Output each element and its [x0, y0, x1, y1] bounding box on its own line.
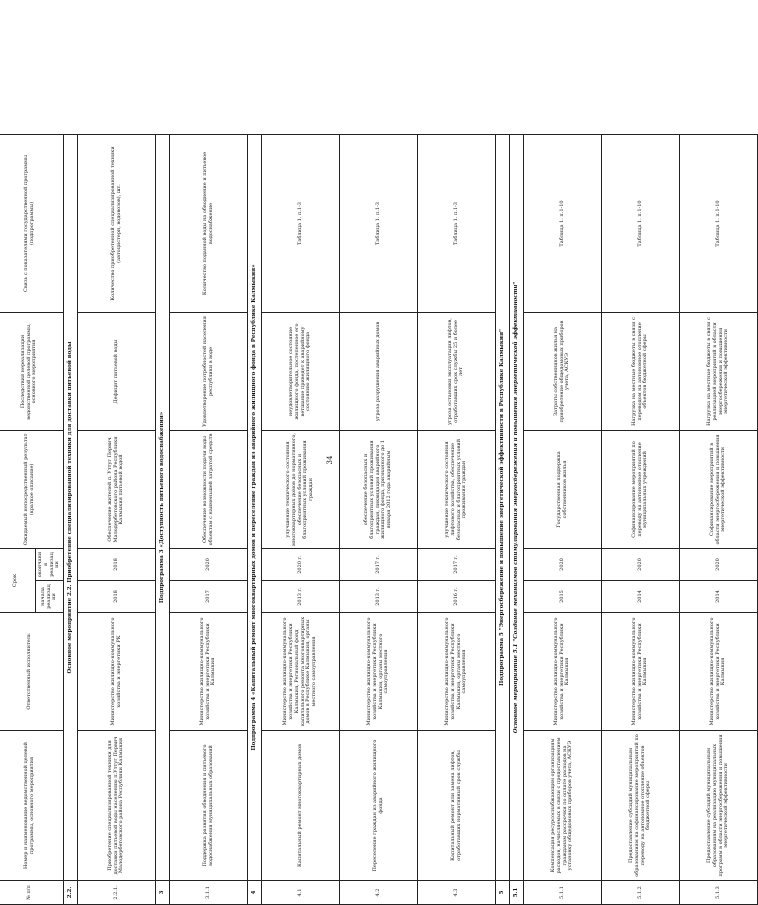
row-result: Софинансирование мероприятий по переводу на автономное отопление муниципальных учреждений [602, 430, 680, 548]
row-name: Капитальный ремонт или замена лифтов, отработавших нормативный срок службы [418, 731, 496, 881]
header-exec: Ответственный исполнитель [0, 613, 64, 731]
table-row [170, 134, 248, 904]
row-link: Количество приобретенной специализированной техники (автоцистерн, водовозов), шт. [78, 134, 156, 312]
header-link: Связь с показателями государственной программы (подпрограммы) [0, 134, 64, 312]
row-link: Таблица 1. п.1-10 [680, 134, 758, 312]
row-consequence: Удовлетворение потребностей населения республики в воде [170, 312, 248, 430]
section-title: Подпрограмма 5 "Энергосбережение и повышение энергетической эффективности в Республике Калмыкия" [496, 134, 510, 880]
row-end: 2017 г. [418, 548, 496, 580]
row-end: 2020 [602, 548, 680, 580]
row-name: Капитальный ремонт многоквартирных домов [262, 731, 340, 881]
row-link: Таблица 1. п.1-3 [262, 134, 340, 312]
row-start: 2018 [78, 581, 156, 613]
row-exec: Министерство жилищно-коммунального хозяйства и энергетики Республики Калмыкия, органы местного самоуправления [340, 613, 418, 731]
row-name: Предоставление субсидий муниципальным образованиям на реализацию муниципальных программ в области энергосбережения и повышения энергетической эффективности [680, 731, 758, 881]
section-row [248, 134, 262, 904]
row-consequence: Нагрузка на местные бюджеты в связи с переводом на автономное отопление объектов бюджетной сферы [602, 312, 680, 430]
row-start: 2014 [680, 581, 758, 613]
row-exec: Министерство жилищно-коммунального хозяйства и энергетики Республики Калмыкия [170, 613, 248, 731]
section-title: Подпрограмма 3 «Доступность питьевого водоснабжения» [156, 134, 170, 880]
row-consequence: неудовлетворительное состояние жилищного фонда, постепенное его ветшание приведет к аварийному состоянию жилищного фонда [262, 312, 340, 430]
row-num: 5 [496, 881, 510, 905]
table-row [78, 134, 156, 904]
row-num: 3.1.1 [170, 881, 248, 905]
row-num: 4.3 [418, 881, 496, 905]
row-start: 2013 г. [340, 581, 418, 613]
row-link: Таблица 1. п.1-10 [524, 134, 602, 312]
row-exec: Министерство жилищно-коммунального хозяйства и энергетики Республики Калмыкия [524, 613, 602, 731]
row-consequence: угроза остановки эксплуатации лифтов, отработавших срок службы 25 и более лет [418, 312, 496, 430]
row-end: 2018 [78, 548, 156, 580]
row-exec: Министерство жилищно-коммунального хозяйства и энергетики Республики Калмыкия [680, 613, 758, 731]
program-table [0, 134, 758, 905]
table-row [262, 134, 340, 904]
row-start: 2017 [170, 581, 248, 613]
section-row [510, 134, 524, 904]
row-end: 2020 [524, 548, 602, 580]
row-link: Таблица 1. п.1-3 [418, 134, 496, 312]
row-result: обеспечение безопасных и благоприятных условий проживания граждан, ликвидация аварийного жилищного фонда, признанного до 1 января 2012 года аварийным [340, 430, 418, 548]
header-name: Номер и наименование ведомственной целевой программы, основного мероприятия [0, 731, 64, 881]
row-start: 2015 [524, 581, 602, 613]
row-name: Поддержка развития обводнения и питьевого водоснабжения муниципальных образований [170, 731, 248, 881]
row-link: Таблица 1. п.1-3 [340, 134, 418, 312]
header-end: окончания реализации [36, 548, 64, 580]
section-title: Основное мероприятие 2.2. Приобретение специализированной техники для доставки питьевой воды [64, 134, 78, 880]
row-num: 5.1.3 [680, 881, 758, 905]
table-row [418, 134, 496, 904]
header-start: начала реализации [36, 581, 64, 613]
row-result: Софинансирование мероприятий в области энергосбережения и повышения энергетической эффективности [680, 430, 758, 548]
row-result: Обеспечение жителей п. Уттуг Первич Малодербетовского района Республики Калмыкия питьевой водой [78, 430, 156, 548]
row-start: 2014 [602, 581, 680, 613]
row-num: 4.1 [262, 881, 340, 905]
row-num: 4 [248, 881, 262, 905]
header-result: Ожидаемый непосредственный результат (краткое описание) [0, 430, 64, 548]
row-link: Таблица 1. п.1-10 [602, 134, 680, 312]
row-num: 5.1 [510, 881, 524, 905]
section-row [496, 134, 510, 904]
section-title: Основное мероприятие 5.1 "Создание механизмов стимулирования энергосбережения и повышения энергетической эффективности" [510, 134, 524, 880]
row-num: 2.2. [64, 881, 78, 905]
row-exec: Министерство жилищно-коммунального хозяйства и энергетики РК [78, 613, 156, 731]
row-link: Количество поданной воды на обводнение и питьевое водоснабжение [170, 134, 248, 312]
row-name: Компенсация ресурсоснабжающим организациям расходов, начисляемых в связи с предоставлением гражданам рассрочки по оплате расходов на установку общедомовых приборов учета, АСКУЭ [524, 731, 602, 881]
row-name: Приобретение специализированной техники для доставки питьевой воды населению п.Уттуг Первич Малодербетовского района Республики Калмыкия [78, 731, 156, 881]
header-consequence: Последствия нереализации ведомственной целевой программы, основного мероприятия [0, 312, 64, 430]
table-row [602, 134, 680, 904]
row-start: 2016 г. [418, 581, 496, 613]
section-title: Подпрограмма 4 «Капитальный ремонт многоквартирных домов и переселение граждан из аварийного жилищного фонда в Республике Калмыкия» [248, 134, 262, 880]
table-row [340, 134, 418, 904]
row-end: 2020 г. [262, 548, 340, 580]
table-row [680, 134, 758, 904]
row-consequence: Дефицит питьевой воды [78, 312, 156, 430]
section-row [156, 134, 170, 904]
row-num: 2.2.1. [78, 881, 156, 905]
row-consequence: Нагрузка на местные бюджеты в связи с реализацией мероприятий в области энергосбережения и повышения энергетической эффективности [680, 312, 758, 430]
row-end: 2017 г. [340, 548, 418, 580]
page-number: 34 [326, 455, 334, 465]
row-num: 3 [156, 881, 170, 905]
row-exec: Министерство жилищно-коммунального хозяйства и энергетики Республики Калмыкия, органы местного самоуправления [418, 613, 496, 731]
table-body [64, 134, 758, 904]
row-result: Государственная поддержка собственников жилья [524, 430, 602, 548]
row-end: 2020 [680, 548, 758, 580]
row-name: Предоставление субсидий муниципальным образованиям на софинансирование мероприятий по переводу на автономное отопление объектов бюджетной сферы [602, 731, 680, 881]
table-row [524, 134, 602, 904]
row-exec: Министерство жилищно-коммунального хозяйства и энергетики Республики Калмыкия, Региональный фонд капитального ремонта многоквартирных домов в Республике Калмыкия, органы местного самоуправления [262, 613, 340, 731]
section-row [64, 134, 78, 904]
row-result: Обеспечение возможности подачи воды объектам с наименьшей затратой средств [170, 430, 248, 548]
row-num: 5.1.2 [602, 881, 680, 905]
row-exec: Министерство жилищно-коммунального хозяйства и энергетики Республики Калмыкия [602, 613, 680, 731]
row-consequence: Затраты собственников жилья на приобретение общедомовых приборов учета, АСКУЭ [524, 312, 602, 430]
row-name: Переселение граждан из аварийного жилищного фонда [340, 731, 418, 881]
row-result: улучшение технического состояния лифтового хозяйства, обеспечение безопасных и благоприятных условий проживания граждан [418, 430, 496, 548]
row-start: 2013 г. [262, 581, 340, 613]
row-end: 2020 [170, 548, 248, 580]
header-num: № п/п [0, 881, 64, 905]
row-result: улучшение технического состояния многоквартирных домов до нормативного, обеспечение безопасных и благоприятных условий проживания граждан [262, 430, 340, 548]
header-term: Срок [0, 548, 36, 612]
row-num: 5.1.1 [524, 881, 602, 905]
row-consequence: угроза разрушения аварийных домов [340, 312, 418, 430]
row-num: 4.2 [340, 881, 418, 905]
